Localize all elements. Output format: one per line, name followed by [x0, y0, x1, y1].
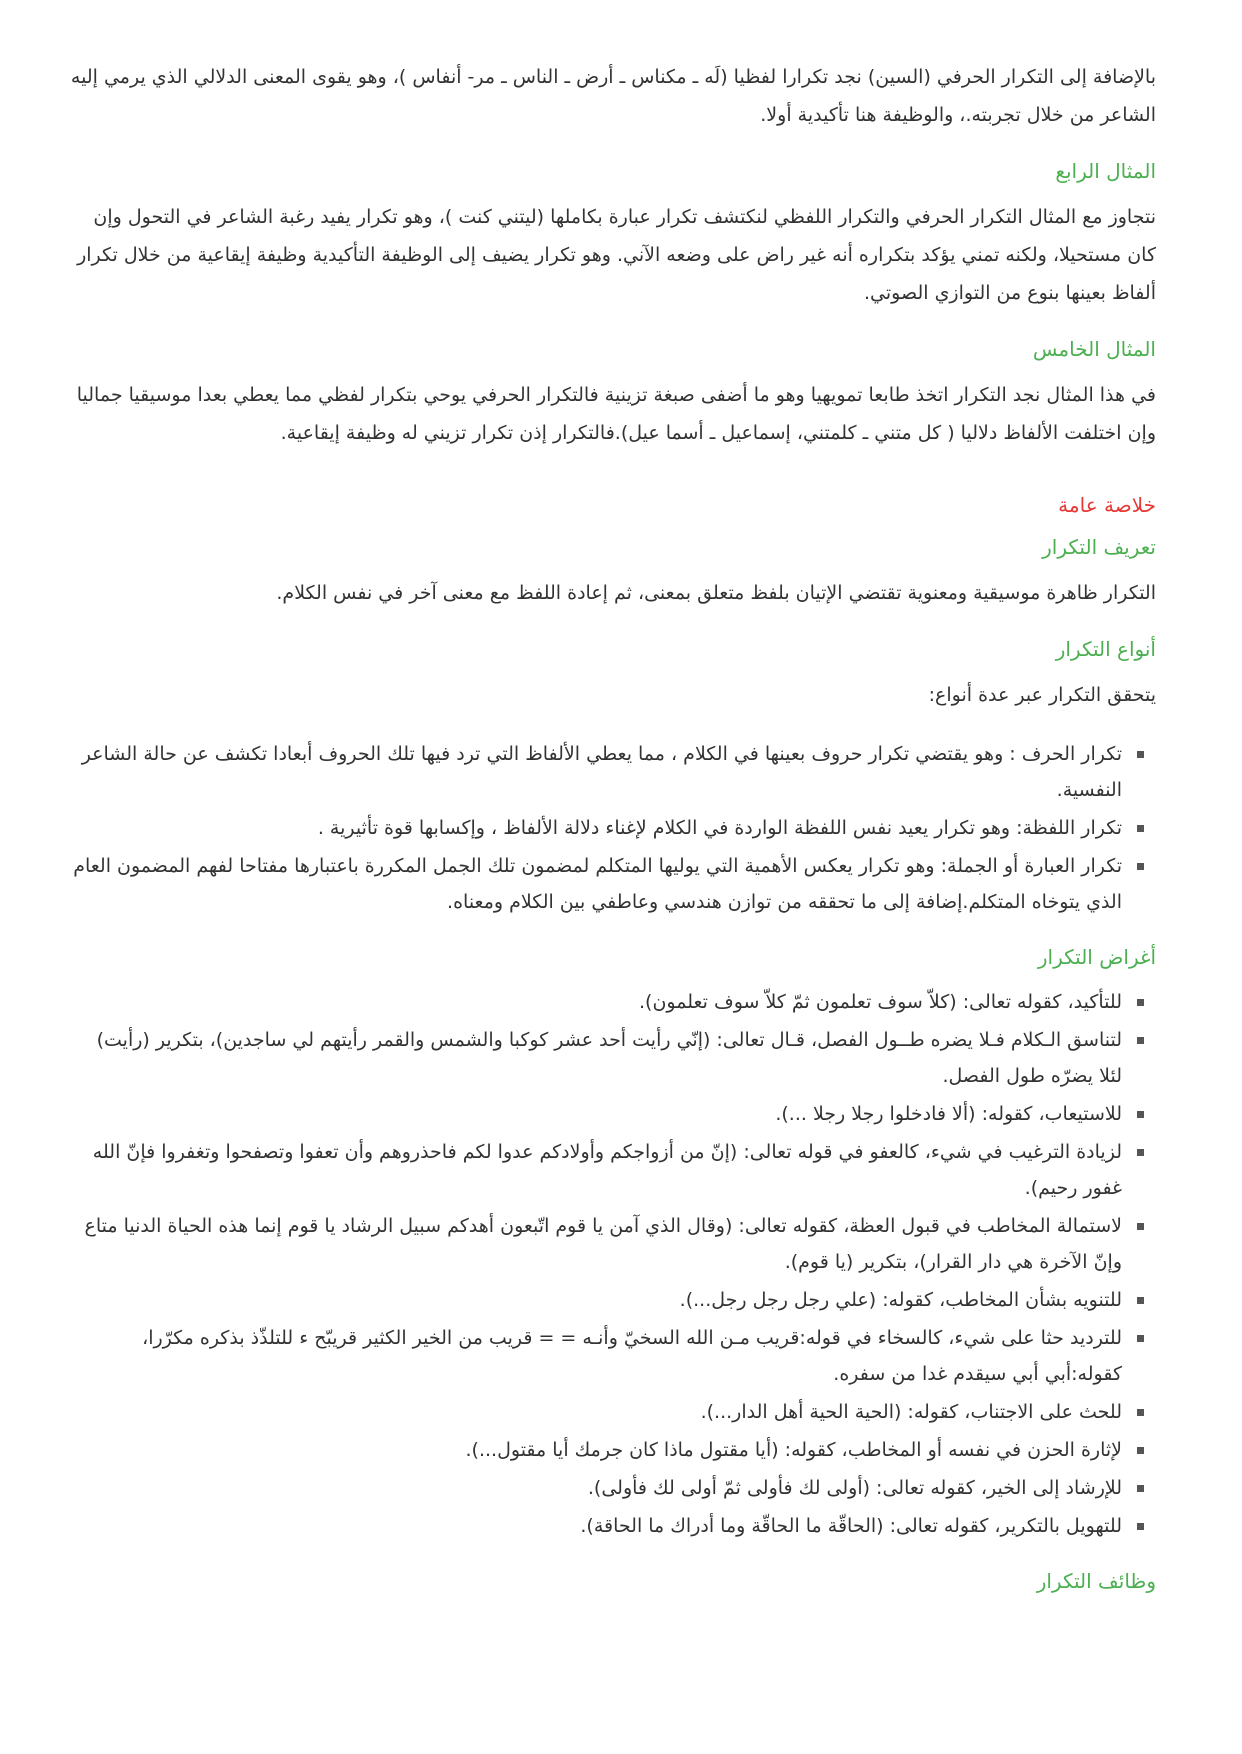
list-item: تكرار العبارة أو الجملة: وهو تكرار يعكس الأهمية التي يوليها المتكلم لمضمون تلك الجمل المكررة باعتبارها مفتاحا لفهم المضمون العام الذي يتوخاه المتكلم.إضافة إلى ما تحققه من توازن هندسي وعاطفي بين الكلام ومعناه. [70, 848, 1122, 920]
heading-definition: تعريف التكرار [1042, 535, 1156, 559]
heading-example-5: المثال الخامس [1032, 337, 1156, 361]
list-item: للتنويه بشأن المخاطب، كقوله: (علي رجل رجل رجل...). [70, 1282, 1122, 1318]
types-intro: يتحقق التكرار عبر عدة أنواع: [928, 684, 1156, 706]
example-4-paragraph: نتجاوز مع المثال التكرار الحرفي والتكرار اللفظي لنكتشف تكرار عبارة بكاملها (ليتني كنت )، وهو تكرار يفيد رغبة الشاعر في التحول وإن كان مستحيلا، ولكنه تمني يؤكد بتكراره أنه غير راض على وضعه الآني. وهو تكرار يضيف إلى الوظيفة التأكيدية وظيفة إيقاعية من خلال تكرار ألفاظ بعينها بنوع من التوازي الصوتي. [77, 206, 1156, 304]
list-item: للترديد حثا على شيء، كالسخاء في قوله:قريب مـن الله السخيّ وأنـه = = قريب من الخير الكثير قريبّح ء للتلذّذ بذكره مكرّرا، كقوله:أبي أبي سيقدم غدا من سفره. [70, 1320, 1122, 1392]
list-item: للاستيعاب، كقوله: (ألا فادخلوا رجلا رجلا ...). [70, 1096, 1122, 1132]
list-item: للإرشاد إلى الخير، كقوله تعالى: (أولى لك فأولى ثمّ أولى لك فأولى). [70, 1470, 1122, 1506]
list-item: تكرار الحرف : وهو يقتضي تكرار حروف بعينها في الكلام ، مما يعطي الألفاظ التي ترد فيها تلك الحروف أبعادا تكشف عن حالة الشاعر النفسية. [70, 736, 1122, 808]
heading-general-summary: خلاصة عامة [1058, 493, 1156, 517]
types-list [70, 736, 1156, 920]
list-item: لاستمالة المخاطب في قبول العظة، كقوله تعالى: (وقال الذي آمن يا قوم اتّبعون أهدكم سبيل الرشاد يا قوم إنما هذه الحياة الدنيا متاع وإنّ الآخرة هي دار القرار)، بتكرير (يا قوم). [70, 1208, 1122, 1280]
list-item: لزيادة الترغيب في شيء، كالعفو في قوله تعالى: (إنّ من أزواجكم وأولادكم عدوا لكم فاحذروهم وأن تعفوا وتصفحوا وتغفروا فإنّ الله غفور رحيم). [70, 1134, 1122, 1206]
definition-paragraph: التكرار ظاهرة موسيقية ومعنوية تقتضي الإتيان بلفظ متعلق بمعنى، ثم إعادة اللفظ مع معنى آخر في نفس الكلام. [276, 582, 1156, 604]
heading-types: أنواع التكرار [1055, 637, 1156, 661]
list-item: لإثارة الحزن في نفسه أو المخاطب، كقوله: (أيا مقتول ماذا كان جرمك أيا مقتول...). [70, 1432, 1122, 1468]
intro-paragraph: بالإضافة إلى التكرار الحرفي (السين) نجد تكرارا لفظيا (لَه ـ مكناس ـ أرض ـ الناس ـ مر- أنفاس )، وهو يقوى المعنى الدلالي الذي يرمي إليه الشاعر من خلال تجربته.، والوظيفة هنا تأكيدية أولا. [70, 66, 1156, 126]
list-item: للتهويل بالتكرير، كقوله تعالى: (الحاقّة ما الحاقّة وما أدراك ما الحاقة). [70, 1508, 1122, 1544]
example-5-paragraph: في هذا المثال نجد التكرار اتخذ طابعا تمويهيا وهو ما أضفى صبغة تزينية فالتكرار الحرفي يوحي بتكرار لفظي مما يعطي بعدا موسيقيا جماليا وإن اختلفت الألفاظ دلاليا ( كل متني ـ كلمتني، إسماعيل ـ أسما عيل).فالتكرار إذن تكرار تزيني له وظيفة إيقاعية. [76, 384, 1156, 444]
purposes-list [70, 984, 1156, 1544]
heading-purposes: أغراض التكرار [1037, 945, 1156, 969]
heading-example-4: المثال الرابع [1055, 159, 1156, 183]
list-item: تكرار اللفظة: وهو تكرار يعيد نفس اللفظة الواردة في الكلام لإغناء دلالة الألفاظ ، وإكسابها قوة تأثيرية . [70, 810, 1122, 846]
list-item: للتأكيد، كقوله تعالى: (كلاّ سوف تعلمون ثمّ كلاّ سوف تعلمون). [70, 984, 1122, 1020]
heading-functions: وظائف التكرار [1036, 1569, 1156, 1593]
list-item: لتناسق الـكلام فـلا يضره طــول الفصل، قـال تعالى: (إنّي رأيت أحد عشر كوكبا والشمس والقمر رأيتهم لي ساجدين)، بتكرير (رأيت) لئلا يضرّه طول الفصل. [70, 1022, 1122, 1094]
list-item: للحث على الاجتناب، كقوله: (الحية الحية أهل الدار...). [70, 1394, 1122, 1430]
